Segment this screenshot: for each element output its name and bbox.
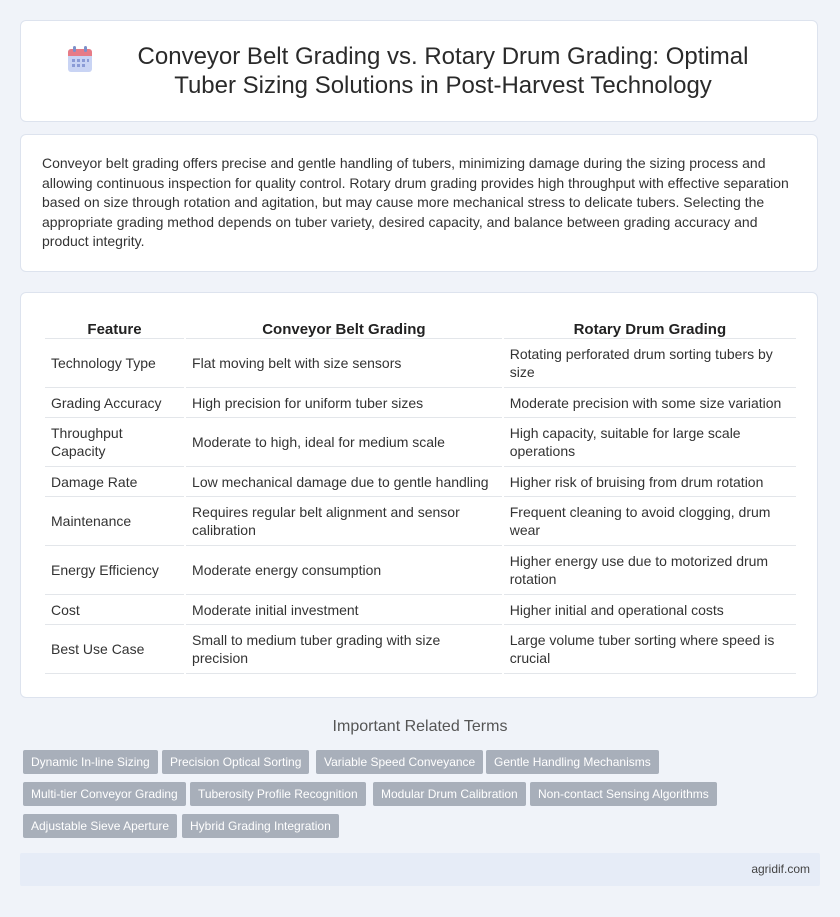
footer bbox=[20, 853, 820, 886]
table-cell-conveyor: Requires regular belt alignment and sensor calibration bbox=[186, 497, 502, 546]
table-cell-feature: Energy Efficiency bbox=[45, 546, 184, 595]
table-row bbox=[45, 595, 796, 625]
table-cell-feature: Best Use Case bbox=[45, 625, 184, 674]
table-cell-feature: Maintenance bbox=[45, 497, 184, 546]
related-term-tag[interactable]: Modular Drum Calibration bbox=[373, 782, 526, 806]
table-cell-feature: Cost bbox=[45, 595, 184, 625]
table-row bbox=[45, 467, 796, 497]
table-row bbox=[45, 418, 796, 467]
table-cell-rotary: Higher risk of bruising from drum rotation bbox=[504, 467, 796, 497]
related-term-tag[interactable]: Hybrid Grading Integration bbox=[182, 814, 339, 838]
header-feature: Feature bbox=[45, 316, 184, 339]
title-card bbox=[20, 20, 818, 122]
table-cell-feature: Technology Type bbox=[45, 339, 184, 388]
related-term-tag[interactable]: Non-contact Sensing Algorithms bbox=[530, 782, 717, 806]
table-cell-conveyor: Small to medium tuber grading with size precision bbox=[186, 625, 502, 674]
table-cell-conveyor: Moderate energy consumption bbox=[186, 546, 502, 595]
intro-paragraph: Conveyor belt grading offers precise and gentle handling of tubers, minimizing damage during the sizing process and allowing continuous inspection for quality control. Rotary drum grading provides high throughput with effective separation based on size through rotation and agitation, but may cause more mechanical stress to delicate tubers. Selecting the appropriate grading method depends on tuber variety, desired capacity, and balance between grading accuracy and product integrity. bbox=[42, 155, 789, 249]
table-cell-rotary: Higher energy use due to motorized drum rotation bbox=[504, 546, 796, 595]
related-term-tag[interactable]: Dynamic In-line Sizing bbox=[23, 750, 158, 774]
comparison-table bbox=[43, 316, 798, 674]
table-cell-conveyor: Moderate initial investment bbox=[186, 595, 502, 625]
table-cell-rotary: Frequent cleaning to avoid clogging, drum wear bbox=[504, 497, 796, 546]
related-terms-heading: Important Related Terms bbox=[332, 718, 508, 735]
table-row bbox=[45, 339, 796, 388]
related-term-tag[interactable]: Gentle Handling Mechanisms bbox=[486, 750, 659, 774]
related-term-tag[interactable]: Multi-tier Conveyor Grading bbox=[23, 782, 186, 806]
related-term-tag[interactable]: Adjustable Sieve Aperture bbox=[23, 814, 177, 838]
table-cell-rotary: Higher initial and operational costs bbox=[504, 595, 796, 625]
table-cell-conveyor: Moderate to high, ideal for medium scale bbox=[186, 418, 502, 467]
intro-card bbox=[20, 134, 818, 272]
table-cell-conveyor: Flat moving belt with size sensors bbox=[186, 339, 502, 388]
header-rotary-drum: Rotary Drum Grading bbox=[504, 316, 796, 339]
table-cell-feature: Grading Accuracy bbox=[45, 388, 184, 418]
table-cell-conveyor: Low mechanical damage due to gentle handling bbox=[186, 467, 502, 497]
table-cell-conveyor: High precision for uniform tuber sizes bbox=[186, 388, 502, 418]
related-term-tag[interactable]: Precision Optical Sorting bbox=[162, 750, 309, 774]
table-cell-rotary: Large volume tuber sorting where speed is crucial bbox=[504, 625, 796, 674]
related-term-tag[interactable]: Variable Speed Conveyance bbox=[316, 750, 483, 774]
related-term-tag[interactable]: Tuberosity Profile Recognition bbox=[190, 782, 366, 806]
table-row bbox=[45, 625, 796, 674]
page-title: Conveyor Belt Grading vs. Rotary Drum Grading: Optimal Tuber Sizing Solutions in Post-Harvest Technology bbox=[137, 43, 749, 99]
footer-site-link[interactable]: agridif.com bbox=[751, 862, 810, 876]
table-row bbox=[45, 388, 796, 418]
table-cell-rotary: Rotating perforated drum sorting tubers by size bbox=[504, 339, 796, 388]
table-cell-feature: Throughput Capacity bbox=[45, 418, 184, 467]
table-cell-rotary: High capacity, suitable for large scale operations bbox=[504, 418, 796, 467]
table-row bbox=[45, 546, 796, 595]
table-cell-rotary: Moderate precision with some size variation bbox=[504, 388, 796, 418]
header-conveyor-belt: Conveyor Belt Grading bbox=[186, 316, 502, 339]
table-cell-feature: Damage Rate bbox=[45, 467, 184, 497]
comparison-card bbox=[20, 292, 818, 698]
table-row bbox=[45, 497, 796, 546]
table-header-row bbox=[45, 316, 796, 339]
